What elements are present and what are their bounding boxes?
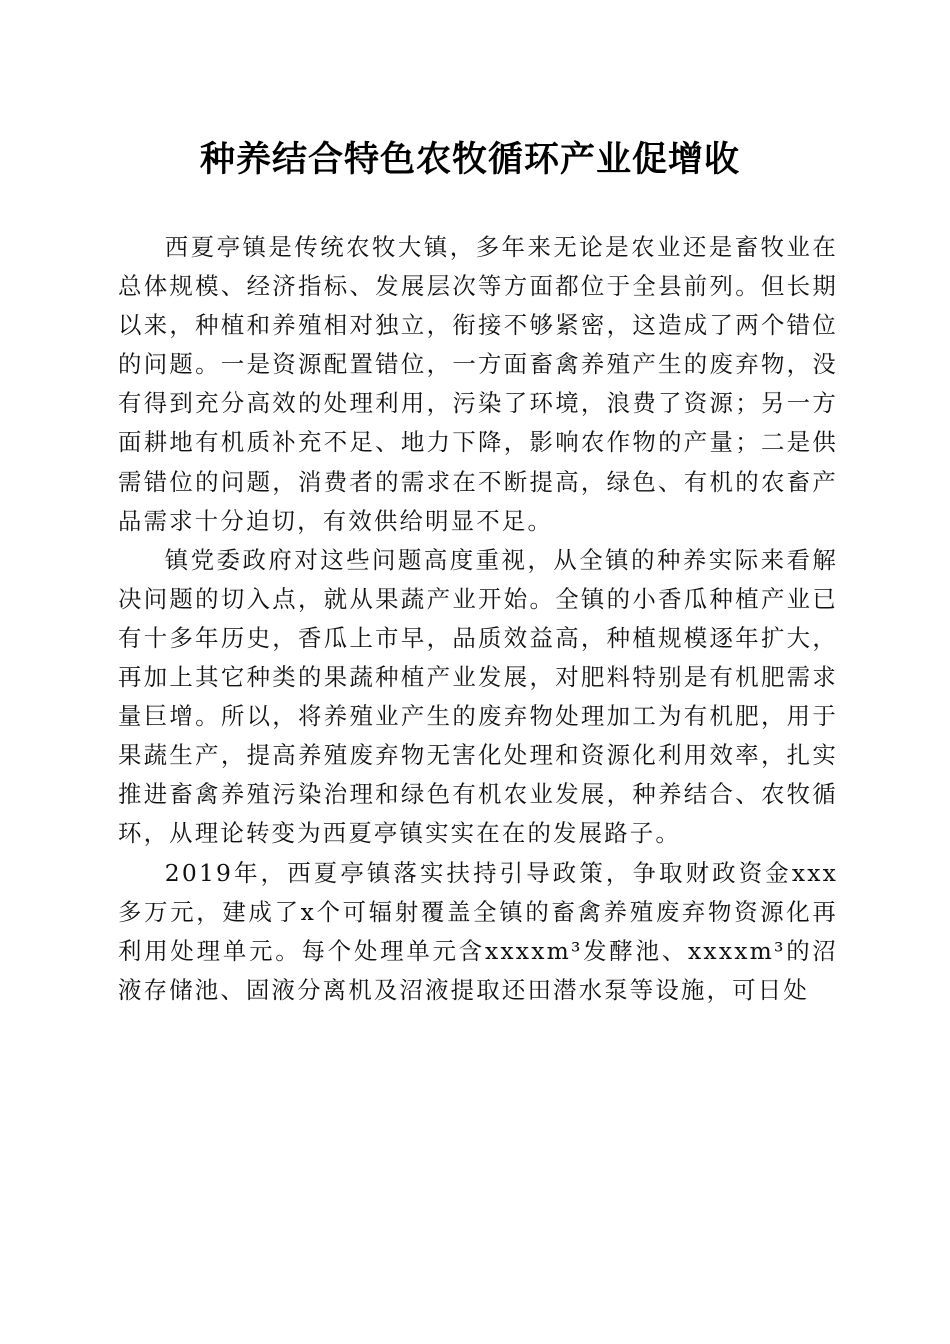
paragraph-3: 2019年，西夏亭镇落实扶持引导政策，争取财政资金xxx多万元，建成了x个可辐射覆盖全镇的畜禽养殖废弃物资源化再利用处理单元。每个处理单元含xxxxm³发酵池、xxxxm³的沼液存储池、固液分离机及沼液提取还田潜水泵等设施，可日处 [118, 858, 838, 1004]
document-body [118, 228, 838, 1010]
document-title: 种养结合特色农牧循环产业促增收 [199, 139, 740, 180]
paragraph-1: 西夏亭镇是传统农牧大镇，多年来无论是农业还是畜牧业在总体规模、经济指标、发展层次等方面都位于全县前列。但长期以来，种植和养殖相对独立，衔接不够紧密，这造成了两个错位的问题。一是资源配置错位，一方面畜禽养殖产生的废弃物，没有得到充分高效的处理利用，污染了环境，浪费了资源；另一方面耕地有机质补充不足、地力下降，影响农作物的产量；二是供需错位的问题，消费者的需求在不断提高，绿色、有机的农畜产品需求十分迫切，有效供给明显不足。 [118, 233, 838, 535]
paragraph-2: 镇党委政府对这些问题高度重视，从全镇的种养实际来看解决问题的切入点，就从果蔬产业开始。全镇的小香瓜种植产业已有十多年历史，香瓜上市早，品质效益高，种植规模逐年扩大，再加上其它种类的果蔬种植产业发展，对肥料特别是有机肥需求量巨增。所以，将养殖业产生的废弃物处理加工为有机肥，用于果蔬生产，提高养殖废弃物无害化处理和资源化利用效率，扎实推进畜禽养殖污染治理和绿色有机农业发展，种养结合、农牧循环，从理论转变为西夏亭镇实实在在的发展路子。 [118, 545, 838, 848]
